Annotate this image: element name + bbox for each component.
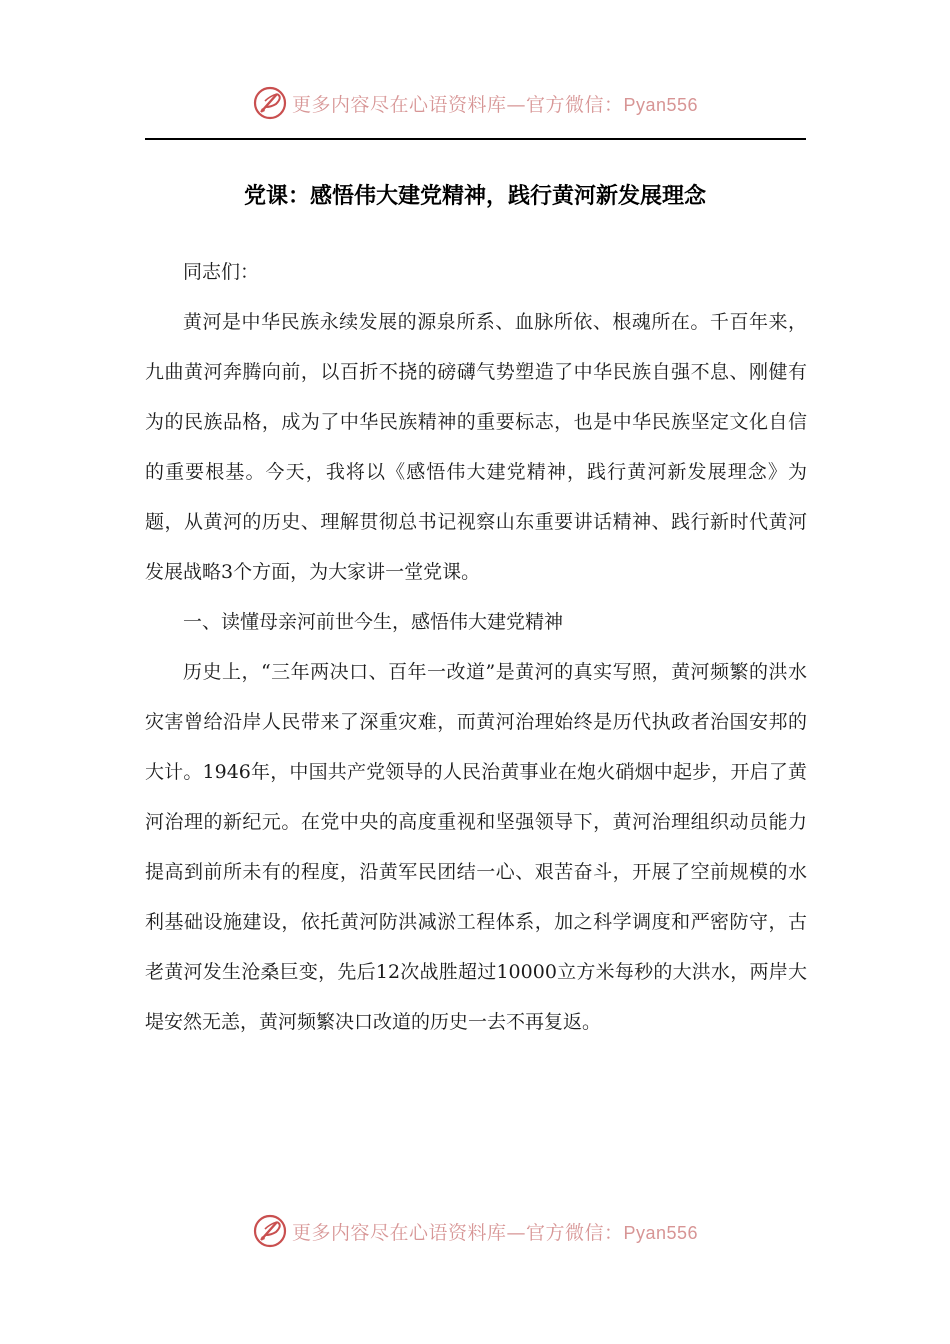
watermark-text: 更多内容尽在心语资料库—官方微信：Pyan556	[291, 93, 699, 116]
section-heading: 一、读懂母亲河前世今生，感悟伟大建党精神	[183, 611, 564, 633]
body-paragraph: 黄河是中华民族永续发展的源泉所系、血脉所依、根魂所在。千百年来，九曲黄河奔腾向前，以百折不挠的磅礴气势塑造了中华民族自强不息、刚健有为的民族品格，成为了中华民族精神的重要标志，也是中华民族坚定文化自信的重要根基。今天，我将以《感悟伟大建党精神，践行黄河新发展理念》为题，从黄河的历史、理解贯彻总书记视察山东重要讲话精神、践行新时代黄河发展战略3个方面，为大家讲一堂党课。	[145, 311, 807, 583]
watermark-text: 更多内容尽在心语资料库—官方微信：Pyan556	[291, 1221, 699, 1244]
footer-watermark	[0, 1206, 950, 1256]
document-title: 党课：感悟伟大建党精神，践行黄河新发展理念	[243, 183, 706, 209]
header-watermark	[0, 78, 950, 128]
wechat-id: Pyan556	[623, 94, 699, 115]
quill-logo-icon	[252, 1213, 288, 1249]
body-paragraph: 历史上，“三年两决口、百年一改道”是黄河的真实写照，黄河频繁的洪水灾害曾给沿岸人民带来了深重灾难，而黄河治理始终是历代执政者治国安邦的大计。1946年，中国共产党领导的人民治黄事业在炮火硝烟中起步，开启了黄河治理的新纪元。在党中央的高度重视和坚强领导下，黄河治理组织动员能力提高到前所未有的程度，沿黄军民团结一心、艰苦奋斗，开展了空前规模的水利基础设施建设，依托黄河防洪减淤工程体系，加之科学调度和严密防守，古老黄河发生沧桑巨变，先后12次战胜超过10000立方米每秒的大洪水，两岸大堤安然无恙，黄河频繁决口改道的历史一去不再复返。	[145, 661, 807, 1033]
document-body	[145, 247, 807, 1047]
greeting: 同志们：	[183, 261, 260, 283]
header-divider	[145, 138, 806, 140]
quill-logo-icon	[252, 85, 288, 121]
wechat-id: Pyan556	[623, 1222, 699, 1243]
